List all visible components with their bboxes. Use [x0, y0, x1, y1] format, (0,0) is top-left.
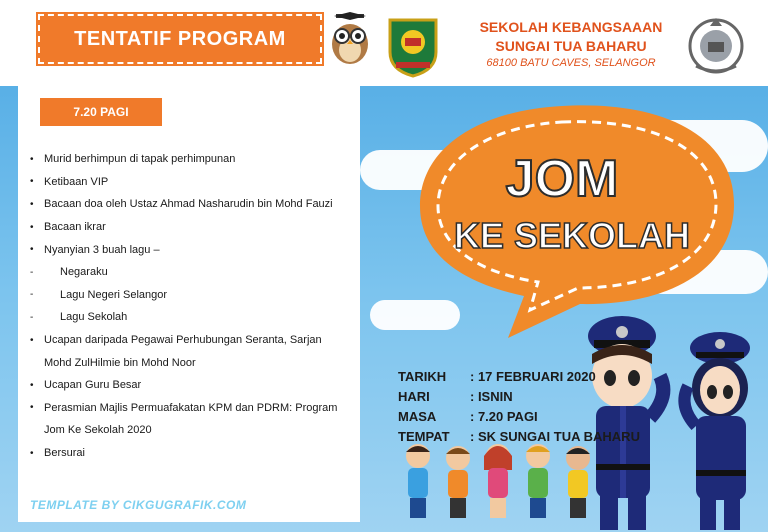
school-name-line1: SEKOLAH KEBANGSAAAN	[479, 19, 663, 35]
bullet-marker: •	[30, 447, 34, 459]
list-item-text: Ucapan Guru Besar	[44, 379, 142, 392]
school-crest-icon	[386, 16, 440, 78]
bubble-text-line2: KE SEKOLAH	[453, 215, 691, 256]
bullet-marker: •	[30, 379, 34, 391]
event-details	[398, 366, 640, 446]
list-item-text: Bersurai	[44, 447, 85, 460]
list-item-text: Ketibaan VIP	[44, 175, 109, 188]
detail-value: : 17 FEBRUARI 2020	[470, 368, 596, 384]
list-item	[30, 374, 360, 397]
list-item	[30, 351, 360, 374]
list-item	[30, 171, 360, 194]
bullet-marker: •	[30, 198, 34, 210]
school-address: 68100 BATU CAVES, SELANGOR	[486, 57, 656, 69]
list-item	[30, 216, 360, 239]
list-item-text: Negaraku	[60, 266, 108, 279]
bullet-marker: •	[30, 176, 34, 188]
police-crest-icon	[686, 14, 746, 80]
list-item-text: Jom Ke Sekolah 2020	[44, 424, 152, 437]
school-name-line2: SUNGAI TUA BAHARU	[495, 38, 647, 54]
list-item	[30, 238, 360, 261]
list-item-text: Mohd ZulHilmie bin Mohd Noor	[44, 356, 196, 369]
detail-value: : 7.20 PAGI	[470, 408, 538, 424]
program-list	[30, 148, 360, 464]
list-item-text: Nyanyian 3 buah lagu –	[44, 243, 160, 256]
program-title-box	[38, 14, 322, 64]
children-illustration	[400, 440, 620, 520]
bullet-marker: •	[30, 402, 34, 414]
list-item	[30, 284, 360, 307]
list-item	[30, 442, 360, 465]
dash-marker: -	[30, 311, 34, 323]
owl-mascot-icon	[326, 12, 374, 68]
bullet-marker: •	[30, 221, 34, 233]
detail-label: MASA	[398, 408, 437, 424]
detail-row	[398, 406, 640, 426]
detail-label: TEMPAT	[398, 428, 450, 444]
list-item	[30, 261, 360, 284]
list-item	[30, 419, 360, 442]
list-item-text: Murid berhimpun di tapak perhimpunan	[44, 153, 236, 166]
detail-row	[398, 366, 640, 386]
list-item	[30, 329, 360, 352]
watermark: TEMPLATE BY CIKGUGRAFIK.COM	[30, 498, 247, 512]
list-item-text: Bacaan ikrar	[44, 221, 106, 234]
list-item-text: Lagu Sekolah	[60, 311, 128, 324]
list-item	[30, 397, 360, 420]
program-title: TENTATIF PROGRAM	[74, 27, 286, 50]
bullet-marker: •	[30, 153, 34, 165]
bullet-marker: •	[30, 334, 34, 346]
detail-value: : ISNIN	[470, 388, 513, 404]
list-item-text: Perasmian Majlis Permuafakatan KPM dan PDRM: Program	[44, 401, 338, 414]
school-name	[456, 18, 686, 56]
list-item	[30, 148, 360, 171]
detail-label: TARIKH	[398, 368, 447, 384]
dash-marker: -	[30, 266, 34, 278]
detail-row	[398, 386, 640, 406]
list-item-text: Lagu Negeri Selangor	[60, 288, 168, 301]
list-item-text: Ucapan daripada Pegawai Perhubungan Seranta, Sarjan	[44, 334, 322, 347]
list-item	[30, 193, 360, 216]
bubble-text-line1: JOM	[505, 150, 619, 208]
dash-marker: -	[30, 289, 34, 301]
list-item-text: Bacaan doa oleh Ustaz Ahmad Nasharudin bin Mohd Fauzi	[44, 198, 333, 211]
bullet-marker: •	[30, 244, 34, 256]
detail-value: : SK SUNGAI TUA BAHARU	[470, 428, 640, 444]
detail-label: HARI	[398, 388, 430, 404]
list-item	[30, 306, 360, 329]
time-badge: 7.20 PAGI	[40, 98, 162, 126]
